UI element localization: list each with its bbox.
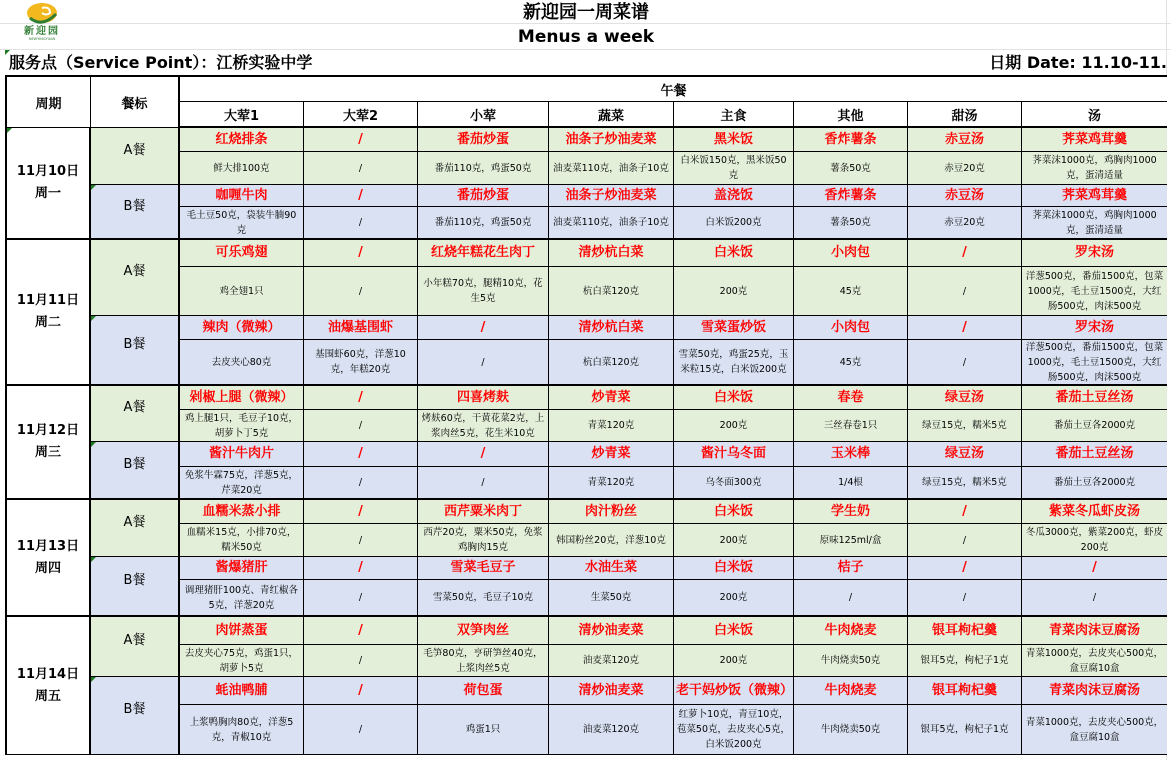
dish-name: / xyxy=(908,316,1022,340)
dish-name: / xyxy=(304,240,418,267)
header-meal-type: 餐标 xyxy=(91,77,180,128)
dish-ingredients: 白米饭200克 xyxy=(674,207,794,240)
dish-name: / xyxy=(304,442,418,467)
meal-type-label: B餐 xyxy=(91,442,180,500)
day-weekday: 周四 xyxy=(34,560,61,576)
header-period: 周期 xyxy=(7,77,91,128)
dish-name: 清炒杭白菜 xyxy=(549,316,674,340)
dish-ingredients: 绿豆15克，糯米5克 xyxy=(908,410,1022,442)
dish-name: 青菜肉沫豆腐汤 xyxy=(1022,617,1167,645)
dish-name: 水油生菜 xyxy=(549,557,674,580)
service-point-label: 服务点（Service Point）：江桥实验中学 xyxy=(9,53,313,72)
dish-name: 白米饭 xyxy=(674,617,794,645)
dish-name: 黑米饭 xyxy=(674,128,794,152)
dish-ingredients: 冬瓜3000克，紫菜200克，虾皮200克 xyxy=(1022,524,1167,557)
dish-name: 蚝油鸭脯 xyxy=(180,677,304,705)
header-column-1: 大荤1 xyxy=(180,102,304,128)
dish-ingredients: / xyxy=(304,580,418,617)
day-date: 11月11日 xyxy=(16,293,80,308)
dish-name: 绿豆汤 xyxy=(908,442,1022,467)
meal-type-label: B餐 xyxy=(91,185,180,240)
dish-ingredients: 鸡上腿1只，毛豆子10克，胡萝卜丁5克 xyxy=(180,410,304,442)
dish-name: 双笋肉丝 xyxy=(418,617,549,645)
dish-ingredients: / xyxy=(304,645,418,677)
cell-comment-marker xyxy=(91,557,96,562)
dish-name: 学生奶 xyxy=(794,500,908,524)
dish-ingredients: 45克 xyxy=(794,340,908,386)
dish-ingredients: 基围虾60克，洋葱10克，年糕20克 xyxy=(304,340,418,386)
dish-name: 红烧年糕花生肉丁 xyxy=(418,240,549,267)
dish-ingredients: 荠菜沫1000克，鸡胸肉1000克，蛋清适量 xyxy=(1022,152,1167,185)
dish-ingredients: 200克 xyxy=(674,645,794,677)
dish-name: 清炒油麦菜 xyxy=(549,677,674,705)
page-subtitle: Menus a week xyxy=(517,27,655,47)
dish-ingredients: / xyxy=(304,267,418,316)
meal-type-label: B餐 xyxy=(91,557,180,617)
meal-type-label: A餐 xyxy=(91,500,180,557)
cell-comment-marker xyxy=(91,185,96,190)
dish-ingredients: / xyxy=(418,340,549,386)
dish-name: 番茄炒蛋 xyxy=(418,185,549,207)
meal-type-label: A餐 xyxy=(91,386,180,442)
dish-ingredients: 赤豆20克 xyxy=(908,207,1022,240)
dish-name: 酱汁牛肉片 xyxy=(180,442,304,467)
header-column-6: 其他 xyxy=(794,102,908,128)
dish-ingredients: 雪菜50克，毛豆子10克 xyxy=(418,580,549,617)
page-title: 新迎园一周菜谱 xyxy=(523,2,649,23)
dish-ingredients: 鸡蛋1只 xyxy=(418,705,549,754)
dish-ingredients: 番茄土豆各2000克 xyxy=(1022,467,1167,500)
dish-ingredients: 200克 xyxy=(674,410,794,442)
header-column-8: 汤 xyxy=(1022,102,1167,128)
dish-ingredients: 毛笋80克，亨研笋丝40克，上浆肉丝5克 xyxy=(418,645,549,677)
dish-ingredients: 油麦菜110克，油条子10克 xyxy=(549,207,674,240)
dish-ingredients: 上浆鸭胸肉80克，洋葱5克，青椒10克 xyxy=(180,705,304,754)
dish-ingredients: / xyxy=(1022,580,1167,617)
header-column-4: 蔬菜 xyxy=(549,102,674,128)
dish-ingredients: 调理猪肝100克、青红椒各5克，洋葱20克 xyxy=(180,580,304,617)
dish-name: 肉饼蒸蛋 xyxy=(180,617,304,645)
dish-name: 香炸薯条 xyxy=(794,185,908,207)
dish-ingredients: / xyxy=(304,410,418,442)
dish-name: 四喜烤麸 xyxy=(418,386,549,410)
dish-ingredients: 青菜1000克，去皮夹心500克，盒豆腐10盒 xyxy=(1022,645,1167,677)
dish-name: 春卷 xyxy=(794,386,908,410)
dish-ingredients: 荠菜沫1000克，鸡胸肉1000克，蛋清适量 xyxy=(1022,207,1167,240)
dish-ingredients: 油麦菜120克 xyxy=(549,645,674,677)
dish-ingredients: 雪菜50克，鸡蛋25克，玉米粒15克，白米饭200克 xyxy=(674,340,794,386)
dish-ingredients: 乌冬面300克 xyxy=(674,467,794,500)
day-weekday: 周二 xyxy=(34,315,61,330)
dish-ingredients: 油麦菜120克 xyxy=(549,705,674,754)
dish-ingredients: 三丝春卷1只 xyxy=(794,410,908,442)
dish-ingredients: 牛肉烧卖50克 xyxy=(794,705,908,754)
dish-name: 剁椒上腿（微辣） xyxy=(180,386,304,410)
dish-name: 小肉包 xyxy=(794,240,908,267)
dish-name: 油爆基围虾 xyxy=(304,316,418,340)
dish-ingredients: 200克 xyxy=(674,267,794,316)
date-range-label: 日期 Date: 11.10-11. xyxy=(989,53,1167,72)
dish-name: 青菜肉沫豆腐汤 xyxy=(1022,677,1167,705)
dish-ingredients: 洋葱500克，番茄1500克，包菜1000克，毛土豆1500克，大红肠500克，肉沫500克 xyxy=(1022,267,1167,316)
dish-name: 白米饭 xyxy=(674,386,794,410)
meal-type-label: A餐 xyxy=(91,128,180,185)
dish-ingredients: / xyxy=(908,580,1022,617)
dish-ingredients: 去皮夹心80克 xyxy=(180,340,304,386)
dish-name: / xyxy=(908,500,1022,524)
day-date: 11月10日 xyxy=(16,164,80,179)
dish-name: 白米饭 xyxy=(674,557,794,580)
dish-name: 银耳枸杞羹 xyxy=(908,677,1022,705)
dish-name: 血糯米蒸小排 xyxy=(180,500,304,524)
dish-name: 香炸薯条 xyxy=(794,128,908,152)
dish-name: 肉汁粉丝 xyxy=(549,500,674,524)
dish-ingredients: 200克 xyxy=(674,524,794,557)
header-column-2: 大荤2 xyxy=(304,102,418,128)
dish-ingredients: 烤麸60克，干黄花菜2克，上浆肉丝5克，花生米10克 xyxy=(418,410,549,442)
header-column-3: 小荤 xyxy=(418,102,549,128)
dish-name: / xyxy=(908,240,1022,267)
dish-ingredients: 银耳5克，枸杞子1克 xyxy=(908,645,1022,677)
dish-name: 白米饭 xyxy=(674,500,794,524)
dish-ingredients: 原味125ml/盒 xyxy=(794,524,908,557)
dish-ingredients: 绿豆15克，糯米5克 xyxy=(908,467,1022,500)
dish-name: / xyxy=(304,500,418,524)
dish-name: / xyxy=(304,617,418,645)
dish-ingredients: 去皮夹心75克，鸡蛋1只，胡萝卜5克 xyxy=(180,645,304,677)
day-cell xyxy=(7,128,91,240)
dish-ingredients: 杭白菜120克 xyxy=(549,267,674,316)
meal-type-label: B餐 xyxy=(91,677,180,754)
dish-name: / xyxy=(304,557,418,580)
dish-ingredients: 毛土豆50克，袋装牛腩90克 xyxy=(180,207,304,240)
dish-ingredients: 牛肉烧卖50克 xyxy=(794,645,908,677)
dish-ingredients: 洋葱500克，番茄1500克，包菜1000克，毛土豆1500克，大红肠500克，肉沫500克 xyxy=(1022,340,1167,386)
dish-ingredients: 鸡全翅1只 xyxy=(180,267,304,316)
dish-name: 荷包蛋 xyxy=(418,677,549,705)
dish-name: / xyxy=(908,557,1022,580)
dish-ingredients: / xyxy=(908,524,1022,557)
dish-ingredients: 鲜大排100克 xyxy=(180,152,304,185)
dish-ingredients: 油麦菜110克，油条子10克 xyxy=(549,152,674,185)
dish-ingredients: 1/4根 xyxy=(794,467,908,500)
dish-name: 荠菜鸡茸羹 xyxy=(1022,128,1167,152)
day-cell xyxy=(7,500,91,617)
dish-name: 炒青菜 xyxy=(549,442,674,467)
day-weekday: 周一 xyxy=(34,186,61,201)
dish-name: 紫菜冬瓜虾皮汤 xyxy=(1022,500,1167,524)
dish-name: 罗宋汤 xyxy=(1022,240,1167,267)
dish-name: 荠菜鸡茸羹 xyxy=(1022,185,1167,207)
logo-chinese-text: 新迎园 xyxy=(24,26,60,37)
dish-name: 酱爆猪肝 xyxy=(180,557,304,580)
dish-name: 红烧排条 xyxy=(180,128,304,152)
dish-name: 老干妈炒饭（微辣） xyxy=(674,677,794,705)
day-cell xyxy=(7,240,91,386)
dish-name: / xyxy=(418,442,549,467)
header-column-5: 主食 xyxy=(674,102,794,128)
meal-type-label: B餐 xyxy=(91,316,180,386)
dish-name: 罗宋汤 xyxy=(1022,316,1167,340)
day-date: 11月12日 xyxy=(16,423,80,438)
meal-type-label: A餐 xyxy=(91,617,180,677)
weekly-menu-table xyxy=(5,75,1167,755)
dish-name: 赤豆汤 xyxy=(908,128,1022,152)
dish-ingredients: 青菜120克 xyxy=(549,410,674,442)
dish-name: / xyxy=(1022,557,1167,580)
dish-name: / xyxy=(418,316,549,340)
dish-ingredients: 番茄土豆各2000克 xyxy=(1022,410,1167,442)
dish-ingredients: 银耳5克，枸杞子1克 xyxy=(908,705,1022,754)
dish-name: 番茄土豆丝汤 xyxy=(1022,442,1167,467)
dish-ingredients: 白米饭150克，黑米饭50克 xyxy=(674,152,794,185)
dish-ingredients: / xyxy=(908,340,1022,386)
cell-comment-marker xyxy=(91,677,96,682)
day-weekday: 周五 xyxy=(34,688,61,704)
dish-ingredients: 红萝卜10克，青豆10克，苞菜50克，去皮夹心5克，白米饭200克 xyxy=(674,705,794,754)
header-column-7: 甜汤 xyxy=(908,102,1022,128)
dish-name: 牛肉烧麦 xyxy=(794,617,908,645)
dish-name: 赤豆汤 xyxy=(908,185,1022,207)
dish-ingredients: / xyxy=(304,207,418,240)
cell-comment-marker xyxy=(91,316,96,321)
header-lunch-group: 午餐 xyxy=(180,77,1167,102)
dish-name: 番茄土豆丝汤 xyxy=(1022,386,1167,410)
dish-ingredients: 西芹20克，粟米50克，免浆鸡胸肉15克 xyxy=(418,524,549,557)
dish-ingredients: 生菜50克 xyxy=(549,580,674,617)
cell-comment-marker xyxy=(7,128,12,133)
dish-ingredients: / xyxy=(418,467,549,500)
dish-ingredients: / xyxy=(794,580,908,617)
dish-name: 小肉包 xyxy=(794,316,908,340)
dish-name: 番茄炒蛋 xyxy=(418,128,549,152)
dish-name: 雪菜毛豆子 xyxy=(418,557,549,580)
day-date: 11月14日 xyxy=(16,666,80,682)
dish-ingredients: 小年糕70克，腿精10克，花生5克 xyxy=(418,267,549,316)
dish-name: 清炒油麦菜 xyxy=(549,617,674,645)
dish-name: 玉米棒 xyxy=(794,442,908,467)
company-logo xyxy=(14,2,70,42)
dish-name: / xyxy=(304,677,418,705)
dish-name: / xyxy=(304,386,418,410)
day-cell xyxy=(7,617,91,754)
dish-ingredients: / xyxy=(908,267,1022,316)
dish-name: 辣肉（微辣） xyxy=(180,316,304,340)
dish-ingredients: 免浆牛霖75克，洋葱5克，芹菜20克 xyxy=(180,467,304,500)
dish-ingredients: 番茄110克，鸡蛋50克 xyxy=(418,207,549,240)
cell-comment-marker xyxy=(91,442,96,447)
dish-name: 桔子 xyxy=(794,557,908,580)
dish-ingredients: 杭白菜120克 xyxy=(549,340,674,386)
sheet-gridline xyxy=(0,49,1171,50)
dish-name: 酱汁乌冬面 xyxy=(674,442,794,467)
dish-name: 白米饭 xyxy=(674,240,794,267)
dish-ingredients: 赤豆20克 xyxy=(908,152,1022,185)
dish-ingredients: / xyxy=(304,467,418,500)
dish-name: / xyxy=(304,185,418,207)
day-date: 11月13日 xyxy=(16,538,80,554)
dish-ingredients: 青菜120克 xyxy=(549,467,674,500)
dish-name: 炒青菜 xyxy=(549,386,674,410)
dish-ingredients: 薯条50克 xyxy=(794,207,908,240)
dish-ingredients: 45克 xyxy=(794,267,908,316)
dish-name: 绿豆汤 xyxy=(908,386,1022,410)
dish-ingredients: 番茄110克，鸡蛋50克 xyxy=(418,152,549,185)
dish-ingredients: 韩国粉丝20克，洋葱10克 xyxy=(549,524,674,557)
day-weekday: 周三 xyxy=(34,445,61,460)
dish-name: 牛肉烧麦 xyxy=(794,677,908,705)
dish-ingredients: / xyxy=(304,524,418,557)
dish-name: 雪菜蛋炒饭 xyxy=(674,316,794,340)
dish-name: 可乐鸡翅 xyxy=(180,240,304,267)
meal-type-label: A餐 xyxy=(91,240,180,316)
dish-ingredients: / xyxy=(304,705,418,754)
dish-name: 咖喱牛肉 xyxy=(180,185,304,207)
logo-english-text: NEWYINGYUAN xyxy=(28,37,56,41)
dish-name: / xyxy=(304,128,418,152)
dish-name: 清炒杭白菜 xyxy=(549,240,674,267)
dish-name: 盖浇饭 xyxy=(674,185,794,207)
dish-ingredients: 200克 xyxy=(674,580,794,617)
dish-name: 西芹粟米肉丁 xyxy=(418,500,549,524)
logo-swirl-icon xyxy=(22,2,62,28)
dish-ingredients: / xyxy=(304,152,418,185)
day-cell xyxy=(7,386,91,500)
dish-ingredients: 血糯米15克，小排70克，糯米50克 xyxy=(180,524,304,557)
dish-name: 油条子炒油麦菜 xyxy=(549,185,674,207)
dish-ingredients: 薯条50克 xyxy=(794,152,908,185)
dish-name: 油条子炒油麦菜 xyxy=(549,128,674,152)
dish-name: 银耳枸杞羹 xyxy=(908,617,1022,645)
dish-ingredients: 青菜1000克，去皮夹心500克，盒豆腐10盒 xyxy=(1022,705,1167,754)
